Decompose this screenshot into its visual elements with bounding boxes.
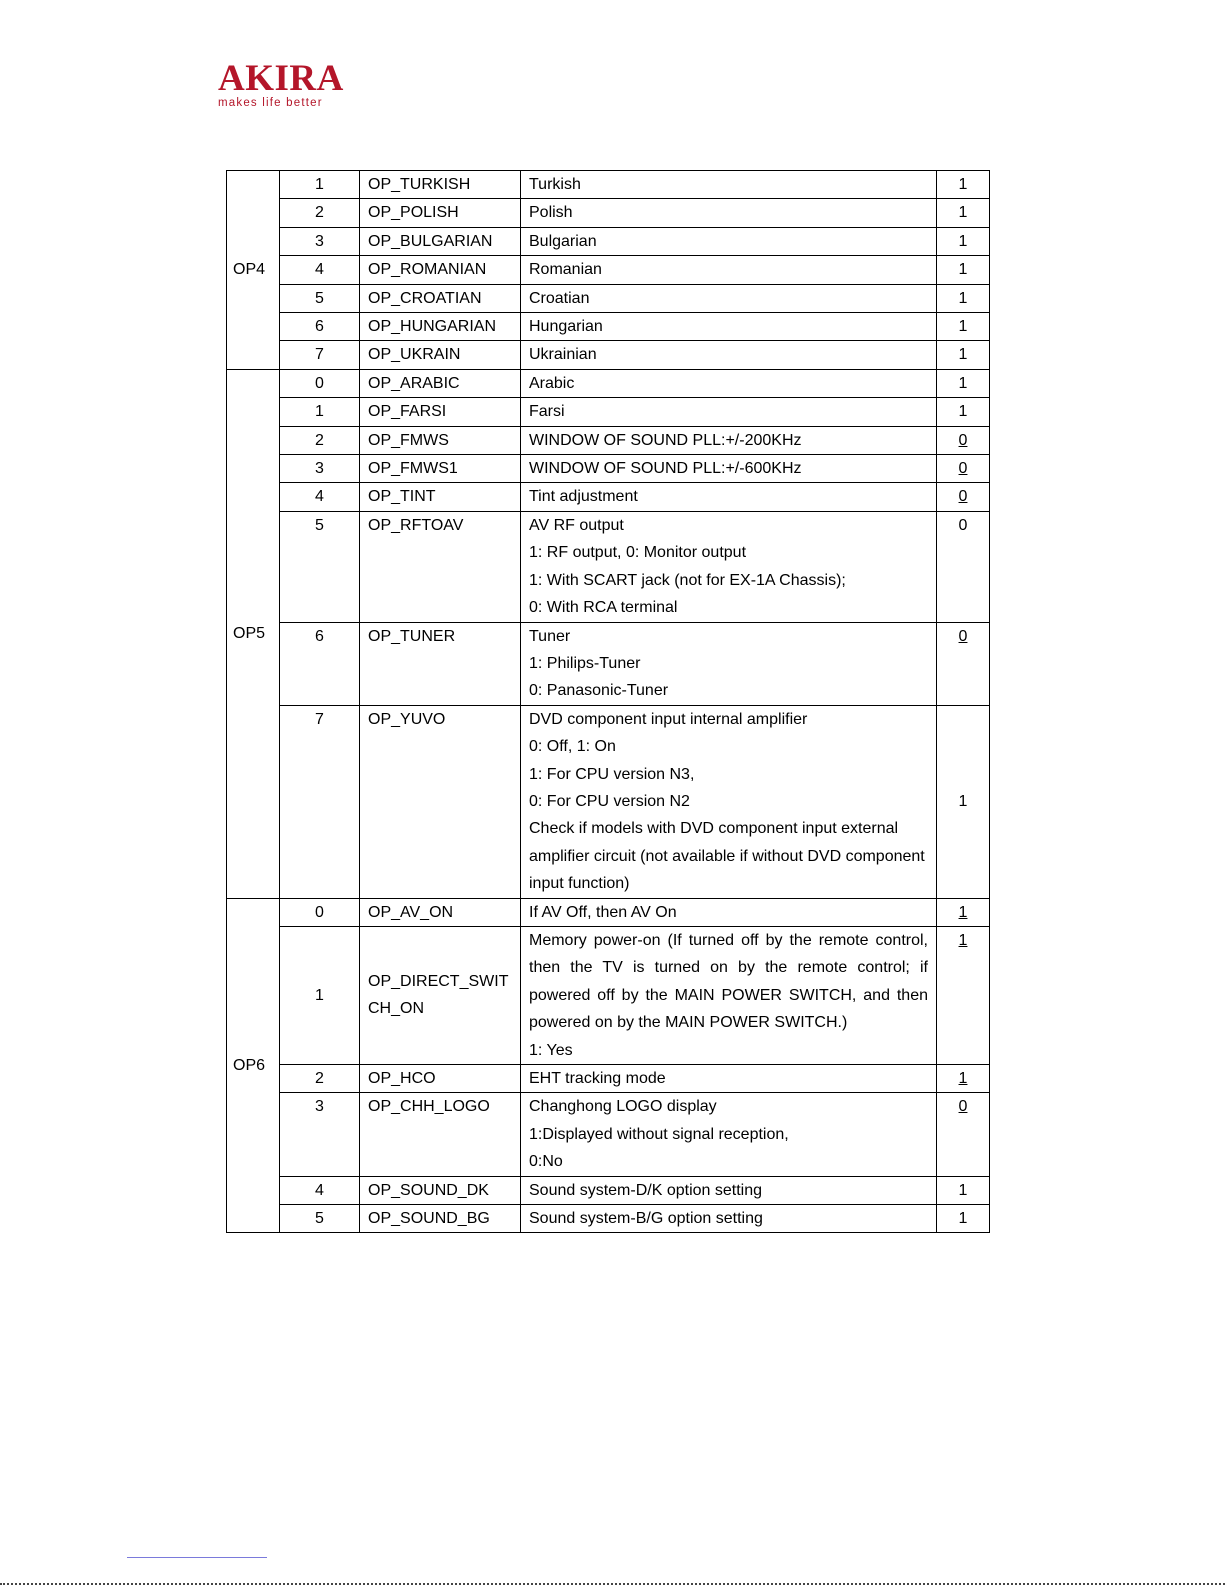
option-group-label: OP6 [227, 898, 280, 1233]
table-row [227, 483, 990, 511]
table-row [227, 199, 990, 227]
description-line: Hungarian [529, 318, 603, 336]
bit-number: 6 [280, 313, 360, 341]
option-description [521, 369, 937, 397]
table-row [227, 1093, 990, 1176]
option-description [521, 171, 937, 199]
option-description [521, 1065, 937, 1093]
option-name: OP_DIRECT_SWITCH_ON [360, 926, 521, 1064]
default-value-text: 1 [958, 204, 968, 222]
default-value [937, 1205, 990, 1233]
bit-number: 2 [280, 1065, 360, 1093]
description-line: 1: For CPU version N3, [529, 765, 695, 783]
option-name: OP_AV_ON [360, 898, 521, 926]
option-bits-table [226, 170, 990, 1233]
default-value [937, 398, 990, 426]
description-line: 1: Philips-Tuner [529, 654, 641, 672]
table-row [227, 341, 990, 369]
description-line: 0: For CPU version N2 [529, 792, 690, 810]
bit-number: 7 [280, 341, 360, 369]
table-row [227, 369, 990, 397]
option-name: OP_TUNER [360, 622, 521, 705]
option-description [521, 341, 937, 369]
description-line: Sound system-B/G option setting [529, 1210, 763, 1228]
option-name: OP_POLISH [360, 199, 521, 227]
default-value-text: 0 [958, 516, 968, 534]
option-description [521, 199, 937, 227]
option-bits-body [227, 171, 990, 1233]
description-line: 0: Panasonic-Tuner [529, 682, 669, 700]
default-value [937, 483, 990, 511]
default-value-text: 1 [958, 289, 968, 307]
option-name: OP_YUVO [360, 705, 521, 898]
default-value-text: 0 [958, 488, 968, 506]
description-line: AV RF output [529, 516, 624, 534]
default-value [937, 313, 990, 341]
default-value-text: 1 [958, 1210, 968, 1228]
bit-number: 7 [280, 705, 360, 898]
option-description [521, 926, 937, 1064]
bit-number: 3 [280, 227, 360, 255]
default-value-text: 1 [958, 232, 968, 250]
option-description [521, 1205, 937, 1233]
description-line: 1:Displayed without signal reception, [529, 1125, 789, 1143]
table-row [227, 511, 990, 622]
bit-number: 2 [280, 426, 360, 454]
bit-number: 1 [280, 926, 360, 1064]
description-line: Arabic [529, 374, 575, 392]
description-line: Tint adjustment [529, 488, 638, 506]
description-line: Bulgarian [529, 232, 597, 250]
description-line: Farsi [529, 403, 565, 421]
brand-tagline: makes life better [218, 97, 323, 109]
option-description [521, 398, 937, 426]
option-description [521, 227, 937, 255]
description-line: Check if models with DVD component input external [529, 820, 899, 838]
footer-rule [127, 1557, 267, 1558]
option-description [521, 898, 937, 926]
bit-number: 1 [280, 398, 360, 426]
option-description [521, 705, 937, 898]
default-value [937, 284, 990, 312]
default-value [937, 1093, 990, 1176]
table-row [227, 171, 990, 199]
bit-number: 5 [280, 1205, 360, 1233]
description-line: EHT tracking mode [529, 1070, 666, 1087]
default-value-text: 1 [958, 903, 968, 921]
default-value-text: 1 [958, 931, 968, 949]
default-value [937, 256, 990, 284]
option-name: OP_RFTOAV [360, 511, 521, 622]
option-description [521, 483, 937, 511]
bit-number: 0 [280, 898, 360, 926]
bit-number: 0 [280, 369, 360, 397]
default-value [937, 898, 990, 926]
option-name: OP_SOUND_BG [360, 1205, 521, 1233]
default-value-text: 1 [958, 261, 968, 279]
option-name: OP_FMWS1 [360, 455, 521, 483]
description-line: If AV Off, then AV On [529, 903, 677, 921]
description-line: 1: With SCART jack (not for EX-1A Chassis); [529, 571, 846, 589]
option-group-label: OP4 [227, 171, 280, 370]
option-name: OP_FMWS [360, 426, 521, 454]
table-row [227, 256, 990, 284]
table-row [227, 1176, 990, 1204]
default-value-text: 1 [958, 1181, 968, 1199]
table-row [227, 313, 990, 341]
default-value-text: 1 [958, 792, 968, 810]
default-value-text: 0 [958, 627, 968, 645]
table-row [227, 1205, 990, 1233]
option-description [521, 455, 937, 483]
table-row [227, 227, 990, 255]
bit-number: 2 [280, 199, 360, 227]
bit-number: 4 [280, 483, 360, 511]
table-row [227, 622, 990, 705]
table-row [227, 426, 990, 454]
option-name: OP_HUNGARIAN [360, 313, 521, 341]
table-row [227, 898, 990, 926]
default-value [937, 1176, 990, 1204]
description-line: WINDOW OF SOUND PLL:+/-600KHz [529, 460, 802, 478]
option-description [521, 256, 937, 284]
default-value [937, 511, 990, 622]
option-name: OP_TURKISH [360, 171, 521, 199]
default-value [937, 705, 990, 898]
option-name: OP_HCO [360, 1065, 521, 1093]
akira-logo [218, 58, 358, 109]
table-row [227, 455, 990, 483]
default-value-text: 1 [958, 346, 968, 364]
description-line: Turkish [529, 176, 581, 193]
option-name: OP_FARSI [360, 398, 521, 426]
option-name: OP_CHH_LOGO [360, 1093, 521, 1176]
default-value [937, 622, 990, 705]
option-description [521, 284, 937, 312]
default-value-text: 0 [958, 460, 968, 478]
bit-number: 6 [280, 622, 360, 705]
description-line: Ukrainian [529, 346, 597, 364]
default-value-text: 1 [958, 374, 968, 392]
description-line: Tuner [529, 627, 571, 645]
description-line: 1: Yes [529, 1041, 573, 1059]
default-value [937, 369, 990, 397]
description-line: 0: With RCA terminal [529, 599, 678, 617]
option-description [521, 1176, 937, 1204]
bit-number: 1 [280, 171, 360, 199]
default-value [937, 1065, 990, 1093]
option-group-label: OP5 [227, 369, 280, 898]
bit-number: 5 [280, 284, 360, 312]
default-value [937, 199, 990, 227]
default-value-text: 1 [958, 1070, 968, 1087]
description-line: 0: Off, 1: On [529, 738, 616, 756]
table-row [227, 398, 990, 426]
bit-number: 3 [280, 455, 360, 483]
description-line: Memory power-on (If turned off by the remote control, then the TV is turned on by the remote control; if powered off by the MAIN POWER SWITCH, and then powered on by the MAIN POWER SWITCH.) [529, 931, 928, 1032]
description-line: 1: RF output, 0: Monitor output [529, 544, 747, 562]
description-line: WINDOW OF SOUND PLL:+/-200KHz [529, 431, 802, 449]
default-value-text: 0 [958, 1098, 968, 1116]
description-line: DVD component input internal amplifier [529, 710, 808, 728]
default-value-text: 0 [958, 431, 968, 449]
table-row [227, 705, 990, 898]
description-line: input function) [529, 875, 630, 893]
option-description [521, 426, 937, 454]
option-description [521, 313, 937, 341]
option-description [521, 622, 937, 705]
option-description [521, 1093, 937, 1176]
bit-number: 5 [280, 511, 360, 622]
description-line: amplifier circuit (not available if without DVD component [529, 847, 925, 865]
option-name: OP_BULGARIAN [360, 227, 521, 255]
default-value [937, 341, 990, 369]
bit-number: 4 [280, 256, 360, 284]
bit-number: 4 [280, 1176, 360, 1204]
bit-number: 3 [280, 1093, 360, 1176]
default-value [937, 926, 990, 1064]
description-line: Romanian [529, 261, 602, 279]
default-value [937, 171, 990, 199]
option-description [521, 511, 937, 622]
default-value-text: 1 [958, 176, 968, 193]
default-value [937, 227, 990, 255]
option-name: OP_CROATIAN [360, 284, 521, 312]
default-value [937, 455, 990, 483]
option-name: OP_UKRAIN [360, 341, 521, 369]
default-value [937, 426, 990, 454]
table-row [227, 1065, 990, 1093]
description-line: Croatian [529, 289, 590, 307]
option-name: OP_SOUND_DK [360, 1176, 521, 1204]
option-name: OP_ARABIC [360, 369, 521, 397]
table-row [227, 284, 990, 312]
brand-name: AKIRA [218, 58, 344, 99]
description-line: Changhong LOGO display [529, 1098, 717, 1116]
description-line: Sound system-D/K option setting [529, 1181, 763, 1199]
option-name: OP_ROMANIAN [360, 256, 521, 284]
option-name: OP_TINT [360, 483, 521, 511]
description-line: Polish [529, 204, 573, 222]
default-value-text: 1 [958, 318, 968, 336]
default-value-text: 1 [958, 403, 968, 421]
description-line: 0:No [529, 1153, 563, 1171]
table-row [227, 926, 990, 1064]
